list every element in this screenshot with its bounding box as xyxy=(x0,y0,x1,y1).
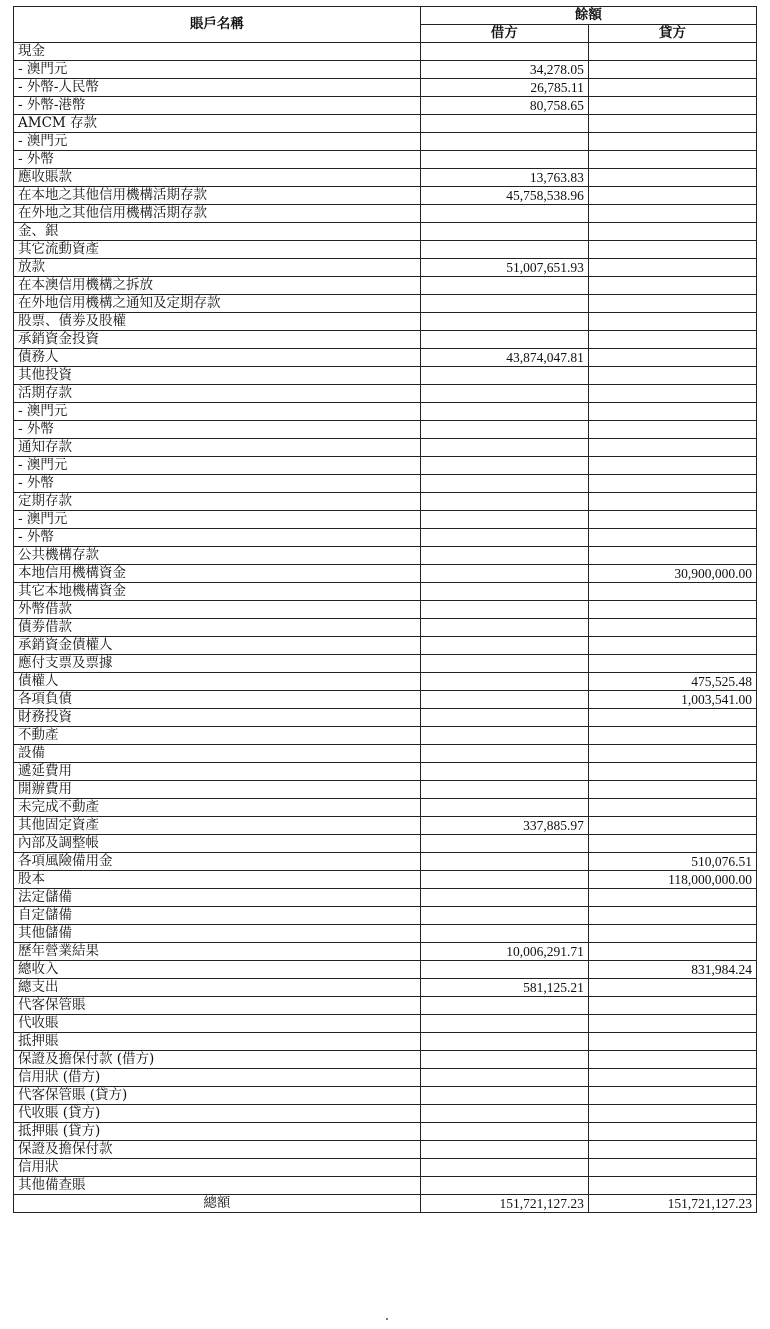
account-name-cell: 其他投資 xyxy=(14,367,421,385)
account-name-cell: - 澳門元 xyxy=(14,61,421,79)
debit-cell xyxy=(420,223,588,241)
table-row xyxy=(14,205,757,223)
credit-cell: 1,003,541.00 xyxy=(588,691,756,709)
table-row xyxy=(14,853,757,871)
credit-cell xyxy=(588,493,756,511)
credit-cell xyxy=(588,727,756,745)
debit-cell xyxy=(420,691,588,709)
total-debit: 151,721,127.23 xyxy=(420,1195,588,1213)
table-row xyxy=(14,43,757,61)
credit-cell xyxy=(588,907,756,925)
table-row xyxy=(14,907,757,925)
account-name-cell: 信用狀 (借方) xyxy=(14,1069,421,1087)
credit-cell xyxy=(588,763,756,781)
account-name-cell: 代客保管賬 xyxy=(14,997,421,1015)
account-name-cell: 放款 xyxy=(14,259,421,277)
credit-cell xyxy=(588,1123,756,1141)
account-name-cell: 應收賬款 xyxy=(14,169,421,187)
account-name-cell: 代收賬 (貸方) xyxy=(14,1105,421,1123)
debit-cell xyxy=(420,709,588,727)
credit-cell xyxy=(588,835,756,853)
account-name-cell: 在本澳信用機構之拆放 xyxy=(14,277,421,295)
account-name-cell: 未完成不動產 xyxy=(14,799,421,817)
table-row xyxy=(14,655,757,673)
debit-cell xyxy=(420,1033,588,1051)
debit-cell xyxy=(420,889,588,907)
credit-cell xyxy=(588,259,756,277)
debit-cell xyxy=(420,835,588,853)
table-row xyxy=(14,925,757,943)
table-row xyxy=(14,961,757,979)
account-name-cell: 不動產 xyxy=(14,727,421,745)
credit-cell xyxy=(588,241,756,259)
credit-cell xyxy=(588,169,756,187)
debit-cell xyxy=(420,313,588,331)
credit-cell: 118,000,000.00 xyxy=(588,871,756,889)
account-name-cell: - 外幣 xyxy=(14,421,421,439)
account-name-cell: 抵押賬 xyxy=(14,1033,421,1051)
trial-balance-table xyxy=(13,6,757,1213)
account-name-cell: - 外幣-人民幣 xyxy=(14,79,421,97)
balance-header: 餘額 xyxy=(420,7,756,25)
account-name-cell: - 外幣 xyxy=(14,475,421,493)
account-name-cell: 遞延費用 xyxy=(14,763,421,781)
credit-cell xyxy=(588,1159,756,1177)
credit-cell xyxy=(588,403,756,421)
account-name-cell: 股本 xyxy=(14,871,421,889)
table-row xyxy=(14,529,757,547)
credit-cell: 510,076.51 xyxy=(588,853,756,871)
table-row xyxy=(14,889,757,907)
debit-cell xyxy=(420,1015,588,1033)
debit-cell xyxy=(420,295,588,313)
credit-cell xyxy=(588,889,756,907)
credit-cell xyxy=(588,583,756,601)
account-name-cell: 代客保管賬 (貸方) xyxy=(14,1087,421,1105)
table-row xyxy=(14,349,757,367)
table-row xyxy=(14,763,757,781)
credit-cell xyxy=(588,529,756,547)
debit-cell xyxy=(420,997,588,1015)
credit-cell xyxy=(588,637,756,655)
table-row xyxy=(14,79,757,97)
debit-cell xyxy=(420,583,588,601)
table-row xyxy=(14,187,757,205)
debit-cell xyxy=(420,43,588,61)
table-row xyxy=(14,1105,757,1123)
credit-cell xyxy=(588,1177,756,1195)
table-row xyxy=(14,691,757,709)
credit-cell xyxy=(588,223,756,241)
credit-cell xyxy=(588,277,756,295)
table-row xyxy=(14,295,757,313)
table-row xyxy=(14,1033,757,1051)
account-name-cell: 財務投資 xyxy=(14,709,421,727)
account-name-cell: 總支出 xyxy=(14,979,421,997)
table-row xyxy=(14,637,757,655)
debit-cell: 80,758.65 xyxy=(420,97,588,115)
debit-cell xyxy=(420,421,588,439)
credit-cell xyxy=(588,943,756,961)
table-row xyxy=(14,1159,757,1177)
table-row xyxy=(14,619,757,637)
table-row xyxy=(14,115,757,133)
account-name-cell: 內部及調整帳 xyxy=(14,835,421,853)
credit-cell xyxy=(588,385,756,403)
account-rows xyxy=(14,43,757,1195)
table-row xyxy=(14,385,757,403)
debit-cell xyxy=(420,241,588,259)
credit-cell xyxy=(588,295,756,313)
credit-cell xyxy=(588,421,756,439)
header-row-top xyxy=(14,7,757,25)
debit-cell xyxy=(420,961,588,979)
table-row xyxy=(14,1123,757,1141)
credit-cell xyxy=(588,1051,756,1069)
debit-cell xyxy=(420,799,588,817)
account-name-cell: 本地信用機構資金 xyxy=(14,565,421,583)
credit-cell xyxy=(588,61,756,79)
debit-cell xyxy=(420,1159,588,1177)
debit-cell xyxy=(420,1123,588,1141)
account-name-cell: 股票、債劵及股權 xyxy=(14,313,421,331)
table-row xyxy=(14,277,757,295)
credit-cell xyxy=(588,619,756,637)
account-name-cell: - 澳門元 xyxy=(14,403,421,421)
debit-cell xyxy=(420,871,588,889)
credit-cell xyxy=(588,1141,756,1159)
debit-cell: 43,874,047.81 xyxy=(420,349,588,367)
credit-cell xyxy=(588,187,756,205)
trial-balance-sheet xyxy=(13,6,757,1213)
table-row xyxy=(14,1177,757,1195)
table-row xyxy=(14,601,757,619)
debit-cell xyxy=(420,277,588,295)
credit-cell xyxy=(588,1015,756,1033)
debit-cell: 45,758,538.96 xyxy=(420,187,588,205)
table-row xyxy=(14,709,757,727)
debit-cell xyxy=(420,439,588,457)
credit-cell xyxy=(588,349,756,367)
total-label: 總額 xyxy=(14,1195,421,1213)
account-name-cell: - 外幣 xyxy=(14,151,421,169)
account-name-cell: 總收入 xyxy=(14,961,421,979)
debit-cell xyxy=(420,493,588,511)
credit-cell xyxy=(588,43,756,61)
account-name-cell: - 外幣-港幣 xyxy=(14,97,421,115)
table-row xyxy=(14,799,757,817)
debit-cell xyxy=(420,655,588,673)
table-row xyxy=(14,1069,757,1087)
credit-cell xyxy=(588,799,756,817)
table-row xyxy=(14,457,757,475)
account-name-cell: - 澳門元 xyxy=(14,133,421,151)
table-row xyxy=(14,565,757,583)
table-row xyxy=(14,727,757,745)
account-name-cell: 在外地信用機構之通知及定期存款 xyxy=(14,295,421,313)
table-row xyxy=(14,817,757,835)
debit-cell xyxy=(420,115,588,133)
credit-cell xyxy=(588,151,756,169)
debit-cell xyxy=(420,1177,588,1195)
debit-cell xyxy=(420,133,588,151)
table-row xyxy=(14,547,757,565)
debit-cell xyxy=(420,457,588,475)
debit-cell xyxy=(420,925,588,943)
total-credit: 151,721,127.23 xyxy=(588,1195,756,1213)
credit-cell xyxy=(588,97,756,115)
debit-cell: 10,006,291.71 xyxy=(420,943,588,961)
debit-cell: 26,785.11 xyxy=(420,79,588,97)
account-name-cell: AMCM 存款 xyxy=(14,115,421,133)
debit-cell xyxy=(420,547,588,565)
debit-cell xyxy=(420,673,588,691)
account-name-cell: 保證及擔保付款 xyxy=(14,1141,421,1159)
account-name-cell: 其它流動資產 xyxy=(14,241,421,259)
credit-header: 貸方 xyxy=(588,25,756,43)
account-name-cell: - 外幣 xyxy=(14,529,421,547)
credit-cell xyxy=(588,1105,756,1123)
credit-cell xyxy=(588,781,756,799)
table-row xyxy=(14,259,757,277)
credit-cell xyxy=(588,1033,756,1051)
table-row xyxy=(14,421,757,439)
account-name-cell: 應付支票及票據 xyxy=(14,655,421,673)
credit-cell xyxy=(588,979,756,997)
debit-cell xyxy=(420,205,588,223)
debit-header: 借方 xyxy=(420,25,588,43)
credit-cell xyxy=(588,817,756,835)
account-name-cell: 代收賬 xyxy=(14,1015,421,1033)
credit-cell xyxy=(588,133,756,151)
credit-cell xyxy=(588,1069,756,1087)
credit-cell xyxy=(588,331,756,349)
debit-cell xyxy=(420,619,588,637)
credit-cell xyxy=(588,1087,756,1105)
credit-cell xyxy=(588,745,756,763)
account-name-cell: 公共機構存款 xyxy=(14,547,421,565)
credit-cell xyxy=(588,457,756,475)
credit-cell xyxy=(588,601,756,619)
debit-cell xyxy=(420,1141,588,1159)
debit-cell xyxy=(420,1069,588,1087)
account-name-cell: 通知存款 xyxy=(14,439,421,457)
table-row xyxy=(14,943,757,961)
table-row xyxy=(14,133,757,151)
credit-cell xyxy=(588,367,756,385)
table-row xyxy=(14,979,757,997)
table-row xyxy=(14,511,757,529)
account-name-header: 賬戶名稱 xyxy=(14,7,421,43)
debit-cell xyxy=(420,385,588,403)
account-name-cell: 債權人 xyxy=(14,673,421,691)
table-row xyxy=(14,331,757,349)
debit-cell xyxy=(420,763,588,781)
table-row xyxy=(14,61,757,79)
account-name-cell: 債劵借款 xyxy=(14,619,421,637)
table-row xyxy=(14,493,757,511)
table-row xyxy=(14,169,757,187)
table-row xyxy=(14,871,757,889)
debit-cell xyxy=(420,1087,588,1105)
credit-cell xyxy=(588,79,756,97)
table-row xyxy=(14,475,757,493)
credit-cell xyxy=(588,439,756,457)
account-name-cell: 歷年營業結果 xyxy=(14,943,421,961)
debit-cell xyxy=(420,1051,588,1069)
table-row xyxy=(14,97,757,115)
credit-cell xyxy=(588,205,756,223)
credit-cell xyxy=(588,925,756,943)
account-name-cell: 承銷資金投資 xyxy=(14,331,421,349)
table-row xyxy=(14,1015,757,1033)
table-row xyxy=(14,1141,757,1159)
table-row xyxy=(14,151,757,169)
account-name-cell: 在外地之其他信用機構活期存款 xyxy=(14,205,421,223)
account-name-cell: 信用狀 xyxy=(14,1159,421,1177)
debit-cell xyxy=(420,403,588,421)
debit-cell xyxy=(420,745,588,763)
debit-cell xyxy=(420,907,588,925)
debit-cell xyxy=(420,529,588,547)
credit-cell: 475,525.48 xyxy=(588,673,756,691)
debit-cell xyxy=(420,727,588,745)
total-row xyxy=(14,1195,757,1213)
account-name-cell: 其他固定資產 xyxy=(14,817,421,835)
account-name-cell: 自定儲備 xyxy=(14,907,421,925)
debit-cell xyxy=(420,565,588,583)
credit-cell xyxy=(588,547,756,565)
debit-cell xyxy=(420,511,588,529)
account-name-cell: - 澳門元 xyxy=(14,457,421,475)
table-row xyxy=(14,1051,757,1069)
credit-cell xyxy=(588,511,756,529)
debit-cell xyxy=(420,331,588,349)
account-name-cell: 各項負債 xyxy=(14,691,421,709)
table-row xyxy=(14,673,757,691)
debit-cell xyxy=(420,1105,588,1123)
account-name-cell: 抵押賬 (貸方) xyxy=(14,1123,421,1141)
credit-cell: 30,900,000.00 xyxy=(588,565,756,583)
account-name-cell: 外幣借款 xyxy=(14,601,421,619)
account-name-cell: 開辦費用 xyxy=(14,781,421,799)
debit-cell: 51,007,651.93 xyxy=(420,259,588,277)
debit-cell xyxy=(420,367,588,385)
credit-cell: 831,984.24 xyxy=(588,961,756,979)
account-name-cell: 活期存款 xyxy=(14,385,421,403)
debit-cell xyxy=(420,601,588,619)
account-name-cell: 債務人 xyxy=(14,349,421,367)
credit-cell xyxy=(588,115,756,133)
credit-cell xyxy=(588,997,756,1015)
debit-cell xyxy=(420,151,588,169)
table-row xyxy=(14,439,757,457)
debit-cell: 581,125.21 xyxy=(420,979,588,997)
table-row xyxy=(14,403,757,421)
credit-cell xyxy=(588,313,756,331)
credit-cell xyxy=(588,655,756,673)
debit-cell xyxy=(420,781,588,799)
credit-cell xyxy=(588,709,756,727)
account-name-cell: 承銷資金債權人 xyxy=(14,637,421,655)
debit-cell: 13,763.83 xyxy=(420,169,588,187)
table-row xyxy=(14,745,757,763)
account-name-cell: 設備 xyxy=(14,745,421,763)
account-name-cell: - 澳門元 xyxy=(14,511,421,529)
table-row xyxy=(14,313,757,331)
table-row xyxy=(14,367,757,385)
table-row xyxy=(14,241,757,259)
account-name-cell: 各項風險備用金 xyxy=(14,853,421,871)
debit-cell xyxy=(420,637,588,655)
table-row xyxy=(14,835,757,853)
debit-cell: 337,885.97 xyxy=(420,817,588,835)
account-name-cell: 其他備查賬 xyxy=(14,1177,421,1195)
account-name-cell: 金、銀 xyxy=(14,223,421,241)
debit-cell xyxy=(420,475,588,493)
account-name-cell: 現金 xyxy=(14,43,421,61)
table-row xyxy=(14,223,757,241)
account-name-cell: 其它本地機構資金 xyxy=(14,583,421,601)
account-name-cell: 保證及擔保付款 (借方) xyxy=(14,1051,421,1069)
table-row xyxy=(14,781,757,799)
table-row xyxy=(14,583,757,601)
account-name-cell: 其他儲備 xyxy=(14,925,421,943)
account-name-cell: 定期存款 xyxy=(14,493,421,511)
account-name-cell: 法定儲備 xyxy=(14,889,421,907)
credit-cell xyxy=(588,475,756,493)
debit-cell: 34,278.05 xyxy=(420,61,588,79)
table-row xyxy=(14,1087,757,1105)
debit-cell xyxy=(420,853,588,871)
account-name-cell: 在本地之其他信用機構活期存款 xyxy=(14,187,421,205)
table-row xyxy=(14,997,757,1015)
scan-speck xyxy=(386,1318,388,1320)
